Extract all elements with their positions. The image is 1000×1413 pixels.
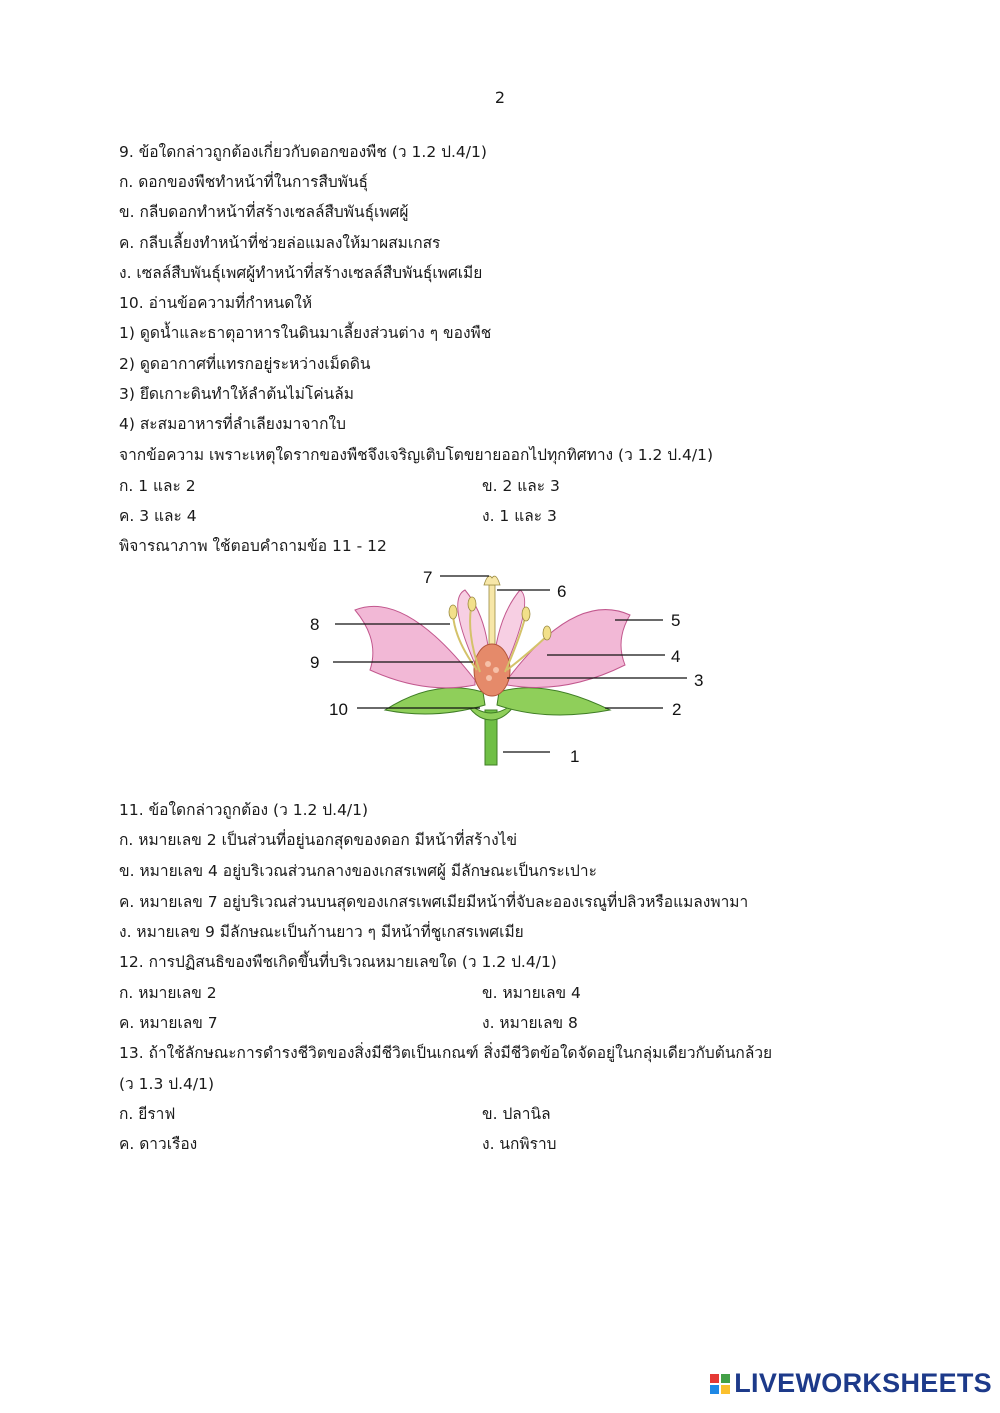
q10-statement-3: 3) ยึดเกาะดินทำให้ลำต้นไม่โค่นล้ม — [119, 385, 354, 403]
ovule — [493, 667, 499, 673]
petal-left-outer — [355, 606, 475, 687]
sepal-left — [385, 688, 485, 714]
figure-label-4: 4 — [671, 647, 681, 666]
logo-icon — [710, 1374, 730, 1394]
question-11: 11. ข้อใดกล่าวถูกต้อง (ว 1.2 ป.4/1) — [119, 801, 369, 819]
figure-label-2: 2 — [672, 700, 682, 719]
ovule — [486, 675, 492, 681]
ovule — [485, 661, 491, 667]
q13-option-a: ก. ยีราฟ — [119, 1105, 176, 1123]
sepal-right — [497, 688, 610, 715]
q9-option-d: ง. เซลล์สืบพันธุ์เพศผู้ทำหน้าที่สร้างเซลล์สืบพันธุ์เพศเมีย — [119, 264, 483, 282]
flower-diagram — [285, 560, 715, 770]
q10-prompt: จากข้อความ เพราะเหตุใดรากของพืชจึงเจริญเติบโตขยายออกไปทุกทิศทาง (ว 1.2 ป.4/1) — [119, 446, 714, 464]
q11-option-a: ก. หมายเลข 2 เป็นส่วนที่อยู่นอกสุดของดอก มีหน้าที่สร้างไข่ — [119, 831, 518, 849]
question-13-line-2: (ว 1.3 ป.4/1) — [119, 1075, 215, 1093]
figure-label-6: 6 — [557, 582, 567, 601]
figure-label-8: 8 — [310, 615, 320, 634]
question-13-line-1: 13. ถ้าใช้ลักษณะการดำรงชีวิตของสิ่งมีชีวิตเป็นเกณฑ์ สิ่งมีชีวิตข้อใดจัดอยู่ในกลุ่มเดียวกับต้นกล้วย — [119, 1044, 773, 1062]
anther — [468, 597, 476, 611]
anther — [522, 607, 530, 621]
q10-statement-4: 4) สะสมอาหารที่ลำเลียงมาจากใบ — [119, 415, 346, 433]
q10-option-c: ค. 3 และ 4 — [119, 507, 197, 525]
figure-label-3: 3 — [694, 671, 704, 690]
q11-option-c: ค. หมายเลข 7 อยู่บริเวณส่วนบนสุดของเกสรเพศเมียมีหน้าที่จับละอองเรณูที่ปลิวหรือแมลงพามา — [119, 893, 749, 911]
page-number: 2 — [494, 88, 506, 107]
q13-option-b: ข. ปลานิล — [482, 1105, 551, 1123]
q12-option-c: ค. หมายเลข 7 — [119, 1014, 218, 1032]
figure-label-10: 10 — [329, 700, 348, 719]
logo-square-red-icon — [710, 1374, 719, 1383]
liveworksheets-brand-text: LIVEWORKSHEETS — [734, 1368, 992, 1398]
q10-statement-1: 1) ดูดน้ำและธาตุอาหารในดินมาเลี้ยงส่วนต่าง ๆ ของพืช — [119, 324, 492, 342]
q9-option-b: ข. กลีบดอกทำหน้าที่สร้างเซลล์สืบพันธุ์เพศผู้ — [119, 203, 409, 221]
figure-label-1: 1 — [570, 747, 580, 766]
q11-option-d: ง. หมายเลข 9 มีลักษณะเป็นก้านยาว ๆ มีหน้าที่ชูเกสรเพศเมีย — [119, 923, 524, 941]
liveworksheets-logo[interactable] — [710, 1368, 992, 1399]
q9-option-c: ค. กลีบเลี้ยงทำหน้าที่ช่วยล่อแมลงให้มาผสมเกสร — [119, 234, 441, 252]
anther — [543, 626, 551, 640]
anther — [449, 605, 457, 619]
q12-option-a: ก. หมายเลข 2 — [119, 984, 217, 1002]
figure-label-7: 7 — [423, 568, 433, 587]
figure-intro: พิจารณาภาพ ใช้ตอบคำถามข้อ 11 - 12 — [119, 537, 387, 555]
q9-option-a: ก. ดอกของพืชทำหน้าที่ในการสืบพันธุ์ — [119, 173, 369, 191]
flower-diagram-svg — [285, 560, 715, 770]
figure-label-9: 9 — [310, 653, 320, 672]
q10-statement-2: 2) ดูดอากาศที่แทรกอยู่ระหว่างเม็ดดิน — [119, 355, 371, 373]
question-10: 10. อ่านข้อความที่กำหนดให้ — [119, 294, 313, 312]
q12-option-d: ง. หมายเลข 8 — [482, 1014, 578, 1032]
q10-option-a: ก. 1 และ 2 — [119, 477, 196, 495]
question-9: 9. ข้อใดกล่าวถูกต้องเกี่ยวกับดอกของพืช (ว 1.2 ป.4/1) — [119, 143, 487, 161]
q11-option-b: ข. หมายเลข 4 อยู่บริเวณส่วนกลางของเกสรเพศผู้ มีลักษณะเป็นกระเปาะ — [119, 862, 597, 880]
figure-label-5: 5 — [671, 611, 681, 630]
logo-square-yellow-icon — [721, 1385, 730, 1394]
q12-option-b: ข. หมายเลข 4 — [482, 984, 581, 1002]
q10-option-b: ข. 2 และ 3 — [482, 477, 560, 495]
pistil-stigma — [484, 576, 500, 585]
q10-option-d: ง. 1 และ 3 — [482, 507, 557, 525]
logo-square-blue-icon — [710, 1385, 719, 1394]
q13-option-d: ง. นกพิราบ — [482, 1135, 557, 1153]
q13-option-c: ค. ดาวเรือง — [119, 1135, 198, 1153]
question-12: 12. การปฏิสนธิของพืชเกิดขึ้นที่บริเวณหมายเลขใด (ว 1.2 ป.4/1) — [119, 953, 557, 971]
logo-square-green-icon — [721, 1374, 730, 1383]
